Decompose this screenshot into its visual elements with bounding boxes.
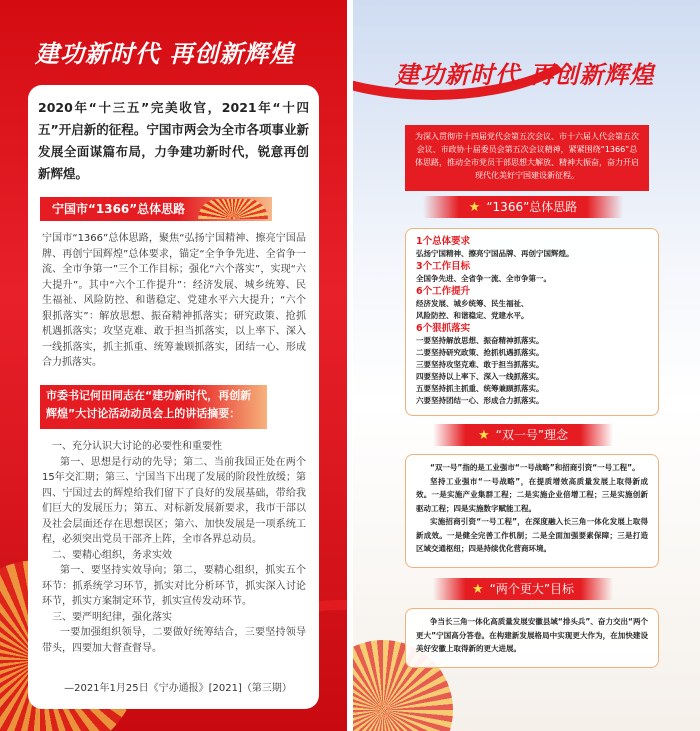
right-intro-box: 为深入贯彻市十四届党代会第五次会议、市十六届人代会第五次会议、市政协十届委员会第五次会议精神，紧紧围绕“1366”总体思路，推动全市党员干部思想大解放、精神大振奋，奋力开启现代化美好宁国建设新征程。 — [405, 125, 649, 191]
speech-heading: 二、要精心组织，务求实效 — [52, 549, 172, 561]
goal-heading: 6个狠抓落实 — [416, 323, 471, 334]
goal-line: 弘扬宁国精神、擦亮宁国品牌、再创宁国辉煌。 — [416, 249, 574, 258]
goal-group — [416, 235, 648, 260]
goal-line: 一要坚持解放思想、振奋精神抓落实。 — [416, 336, 544, 345]
left-intro-text: 2020年“十三五”完美收官，2021年“十四五”开启新的征程。宁国市两会为全市各项事业新发展全面谋篇布局，力争建功新时代，锐意再创新辉煌。 — [38, 100, 309, 181]
star-icon: ★ — [471, 582, 484, 597]
goal-group — [416, 322, 648, 407]
right-poster — [353, 0, 700, 731]
speech-text — [42, 439, 306, 656]
goal-line: 三要坚持攻坚克难、敢于担当抓落实。 — [416, 360, 544, 369]
section-shuangyihao-box — [405, 454, 659, 568]
goal-group — [416, 285, 648, 322]
right-poster-title: 建功新时代 再创新辉煌 — [395, 60, 655, 89]
goal-group — [416, 260, 648, 285]
goal-line: 风险防控、和谐稳定、党建水平。 — [416, 311, 529, 320]
goal-heading: 3个工作目标 — [416, 261, 471, 272]
section-header-1366 — [423, 196, 623, 218]
section-lianggegengda-box — [405, 608, 659, 668]
speech-paragraph: 一要加强组织领导，二要做好统筹结合，三要坚持领导带头，四要加大督查督导。 — [42, 627, 306, 654]
left-content-card — [28, 85, 319, 709]
speech-paragraph: 第一、思想是行动的先导；第二、当前我国正处在两个15年交汇期；第三、宁国当下出现了发展的阶段性放缓；第四、宁国过去的辉煌给我们留下了良好的发展基础，带给我们巨大的发展压力；第五、对标新发展新要求，我市干部以及社会层面还存在思想误区；第六、加快发展是一项系统工程，必须突出党员干部齐上阵，全市各界总动员。 — [42, 456, 306, 545]
goal-heading: 1个总体要求 — [416, 236, 471, 247]
speech-heading: 一、充分认识大讨论的必要性和重要性 — [52, 441, 222, 452]
section-header-label: “1366”总体思路 — [486, 200, 578, 214]
fan-decoration-icon — [198, 199, 268, 219]
star-icon: ★ — [468, 200, 481, 215]
goal-line: 经济发展、城乡统筹、民生福祉、 — [416, 299, 529, 308]
section-header-speech: 市委书记何田同志在“建功新时代，再创新辉煌”大讨论活动动员会上的讲话摘要： — [40, 385, 267, 429]
goal-line: 二要坚持研究政策、抢抓机遇抓落实。 — [416, 348, 544, 357]
star-icon: ★ — [477, 428, 490, 443]
section-paragraph: 实施招商引资“一号工程”，在深度融入长三角一体化发展上取得新成效。一是健全完善工作机制；二是全面加强要素保障；三是打造区域交通枢纽；四是持续优化营商环境。 — [416, 517, 648, 553]
left-poster — [0, 0, 347, 731]
section-1366-text: 宁国市“1366”总体思路，聚焦“弘扬宁国精神、擦亮宁国品牌、再创宁国辉煌”总体要求，锚定“全争争先进、全省争一流、全市争第一”三个工作目标；强化“六个落实”，实现“六大提升”。其中“六个工作提升”：经济发展、城乡统筹、民生福祉、风险防控、和谐稳定、党建水平六大提升；“六个狠抓落实”：解放思想、振奋精神抓落实；研究政策、抢抓机遇抓落实；攻坚克难、敢于担当抓落实，以上率下、深入一线抓落实，抓主抓重、统筹兼顾抓落实，团结一心、形成合力抓落实。 — [42, 233, 306, 368]
section-header-label: “双一号”理念 — [495, 428, 569, 442]
goal-line: 四要坚持以上率下、深入一线抓落实。 — [416, 372, 544, 381]
section-header-1366 — [40, 197, 272, 221]
speech-paragraph: 第一、要坚持实效导向；第二，要精心组织，抓实五个环节：抓系统学习环节，抓实对比分析环节，抓实深入讨论环节，抓实方案制定环节，抓实宣传发动环节。 — [42, 565, 306, 607]
section-header-label: 宁国市“1366”总体思路 — [52, 202, 186, 216]
goal-line: 六要坚持团结一心、形成合力抓落实。 — [416, 396, 544, 405]
section-header-shuangyihao — [433, 424, 613, 446]
speech-heading: 三、要严明纪律，强化落实 — [52, 611, 172, 623]
goal-line: 五要坚持抓主抓重、统筹兼顾抓落实。 — [416, 384, 544, 393]
section-header-label: “两个更大”目标 — [489, 582, 575, 596]
section-1366-box — [405, 228, 659, 416]
section-paragraph: 争当长三角一体化高质量发展安徽县域“排头兵”、奋力交出“两个更大”宁国高分答卷。在构建新发展格局中实现更大作为，在加快建设美好安徽上取得新的更大进展。 — [416, 617, 648, 653]
section-paragraph: “双一号”指的是工业强市“一号战略”和招商引资“一号工程”。 — [430, 463, 640, 472]
section-header-lianggegengda — [433, 578, 613, 600]
section-paragraph: 坚持工业强市“一号战略”，在提质增效高质量发展上取得新成效。一是实施产业集群工程；二是实施企业倍增工程；三是实施创新驱动工程；四是实施数字赋能工程。 — [416, 476, 648, 513]
source-note: —2021年1月25日《宁办通报》[2021]（第三期） — [64, 683, 292, 694]
goal-heading: 6个工作提升 — [416, 286, 471, 297]
goal-line: 全国争先进、全省争一流、全市争第一。 — [416, 274, 551, 283]
left-poster-title: 建功新时代 再创新辉煌 — [35, 39, 295, 68]
